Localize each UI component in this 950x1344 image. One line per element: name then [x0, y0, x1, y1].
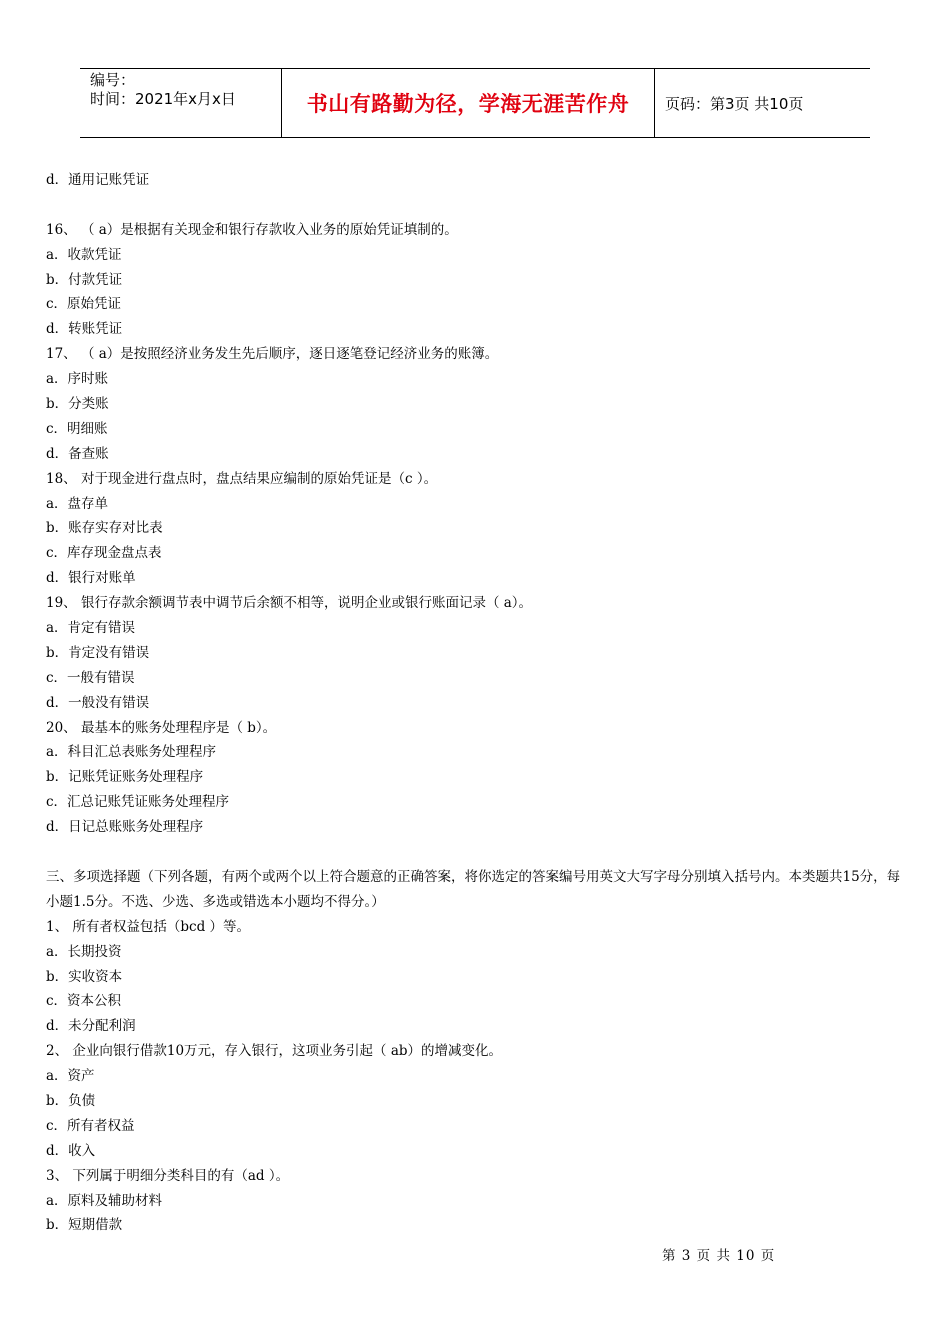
option-line: a．原料及辅助材料	[46, 1192, 163, 1209]
question-line: 16、 （ a）是根据有关现金和银行存款收入业务的原始凭证填制的。	[46, 221, 458, 238]
option-line: c．所有者权益	[46, 1117, 135, 1134]
option-line: a．科目汇总表账务处理程序	[46, 744, 217, 761]
option-line: b．账存实存对比表	[46, 520, 163, 537]
option-line: d．银行对账单	[46, 570, 136, 587]
blank-line	[46, 193, 906, 218]
option-line: b．短期借款	[46, 1217, 123, 1234]
header-motto: 书山有路勤为径，学海无涯苦作舟	[306, 92, 630, 116]
option-line: c．资本公积	[46, 993, 122, 1010]
option-line: a．资产	[46, 1068, 95, 1085]
option-line: b．分类账	[46, 396, 109, 413]
header-page-info: 页码：第3页 共10页	[665, 94, 804, 113]
option-line: a．肯定有错误	[46, 620, 136, 637]
option-line: b．付款凭证	[46, 271, 123, 288]
option-line: d．备查账	[46, 445, 109, 462]
option-line: a．盘存单	[46, 495, 109, 512]
question-line: 20、 最基本的账务处理程序是（ b）。	[46, 719, 277, 736]
question-line: 19、 银行存款余额调节表中调节后余额不相等，说明企业或银行账面记录（ a）。	[46, 595, 533, 612]
option-line: c．一般有错误	[46, 669, 135, 686]
option-line: d．通用记账凭证	[46, 172, 150, 188]
option-line: c．库存现金盘点表	[46, 545, 162, 562]
option-line: a．长期投资	[46, 943, 122, 960]
option-line: c．明细账	[46, 420, 108, 437]
document-body	[46, 168, 906, 1238]
option-line: b．肯定没有错误	[46, 644, 150, 661]
page-footer: 第 3 页 共 10 页	[662, 1248, 776, 1264]
document-time-label: 时间：2021年x月x日	[90, 90, 236, 108]
question-line: 18、 对于现金进行盘点时，盘点结果应编制的原始凭证是（c ）。	[46, 470, 438, 487]
option-line: a．收款凭证	[46, 246, 122, 263]
option-line: d．收入	[46, 1142, 96, 1159]
question-line: 2、 企业向银行借款10万元，存入银行，这项业务引起（ ab）的增减变化。	[46, 1043, 503, 1060]
option-line: c．汇总记账凭证账务处理程序	[46, 794, 230, 811]
option-line: b．记账凭证账务处理程序	[46, 769, 204, 786]
option-line: d．未分配利润	[46, 1018, 136, 1035]
question-line: 17、 （ a）是按照经济业务发生先后顺序，逐日逐笔登记经济业务的账簿。	[46, 346, 499, 363]
option-line: d．一般没有错误	[46, 694, 150, 711]
option-line: b．负债	[46, 1092, 96, 1109]
option-line: a．序时账	[46, 371, 109, 388]
page-header	[80, 68, 870, 138]
option-line: d．日记总账账务处理程序	[46, 819, 204, 836]
header-meta	[80, 69, 280, 137]
section-heading: 三、多项选择题（下列各题，有两个或两个以上符合题意的正确答案，将你选定的答案编号用英文大写字母分别填入括号内。本类题共15分，每小题1.5分。不选、少选、多选或错选本小题均不得分。）	[46, 868, 901, 910]
question-line: 1、 所有者权益包括（bcd ）等。	[46, 918, 251, 935]
option-line: c．原始凭证	[46, 296, 122, 313]
option-line: d．转账凭证	[46, 321, 123, 338]
option-line: b．实收资本	[46, 968, 123, 985]
header-divider	[654, 69, 655, 137]
question-line: 3、 下列属于明细分类科目的有（ad ）。	[46, 1167, 290, 1184]
blank-line	[46, 840, 906, 865]
document-number-label: 编号：	[90, 71, 136, 89]
